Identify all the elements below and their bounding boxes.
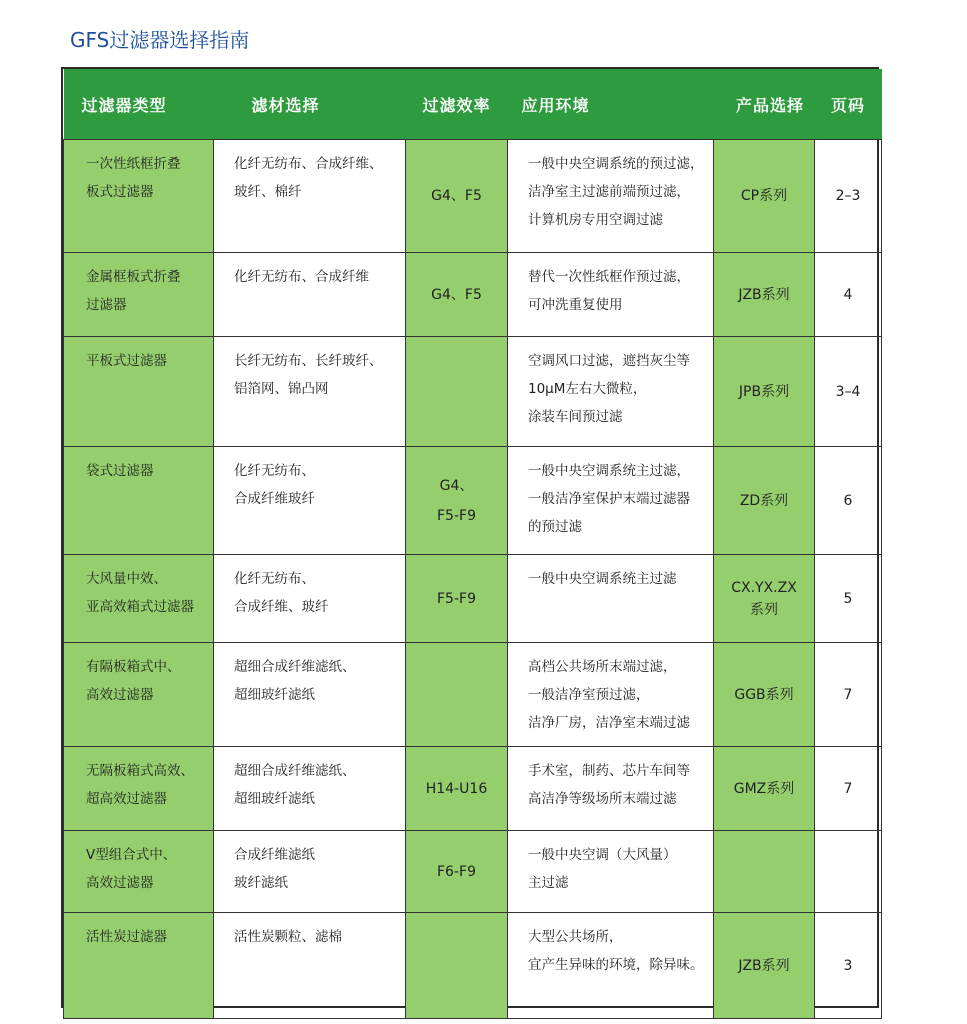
cell-product-line: JPB系列 — [738, 383, 790, 400]
cell-product-line: JZB系列 — [738, 286, 790, 303]
cell-efficiency-line: F5-F9 — [437, 590, 476, 607]
cell-material-line: 化纤无纺布、 — [234, 571, 315, 587]
cell-environment-line: 主过滤 — [528, 875, 569, 891]
cell-product-line: GGB系列 — [734, 686, 794, 703]
cell-page-number: 2–3 — [815, 140, 882, 253]
cell-material-line: 超细合成纤维滤纸、 — [234, 763, 356, 779]
cell-product-line: 系列 — [750, 601, 778, 618]
cell-filter-type-line: 大风量中效、 — [86, 571, 167, 587]
cell-filter-type-line: 亚高效箱式过滤器 — [86, 599, 194, 615]
table-row — [64, 831, 882, 913]
table-row — [64, 140, 882, 253]
cell-page-number: 7 — [815, 747, 882, 831]
cell-filter-type-line: 平板式过滤器 — [86, 353, 167, 369]
cell-material — [214, 555, 406, 643]
cell-filter-type-line: 无隔板箱式高效、 — [86, 763, 194, 779]
page-title: GFS过滤器选择指南 — [70, 28, 250, 52]
cell-environment-line: 手术室，制药、芯片车间等 — [528, 763, 690, 779]
cell-environment — [508, 747, 714, 831]
cell-product — [714, 831, 815, 913]
cell-environment — [508, 643, 714, 747]
cell-environment-line: 一般中央空调系统的预过滤， — [528, 156, 704, 172]
cell-material-line: 合成纤维滤纸 — [234, 847, 315, 863]
cell-environment — [508, 140, 714, 253]
cell-filter-type — [64, 253, 214, 337]
cell-environment — [508, 337, 714, 447]
cell-environment-line: 空调风口过滤，遮挡灰尘等 — [528, 353, 690, 369]
table-row — [64, 913, 882, 1019]
table-row — [64, 747, 882, 831]
cell-material — [214, 643, 406, 747]
cell-product — [714, 253, 815, 337]
cell-material-line: 合成纤维玻纤 — [234, 491, 315, 507]
cell-material-line: 合成纤维、玻纤 — [234, 599, 329, 615]
cell-efficiency-line: H14-U16 — [425, 780, 488, 797]
table-row — [64, 555, 882, 643]
table-row — [64, 253, 882, 337]
cell-environment-line: 宜产生异味的环境，除异味。 — [528, 957, 704, 973]
cell-filter-type-line: 袋式过滤器 — [86, 463, 154, 479]
cell-material-line: 玻纤滤纸 — [234, 875, 288, 891]
cell-material-line: 化纤无纺布、合成纤维 — [234, 269, 369, 285]
header-efficiency: 过滤效率 — [406, 69, 508, 140]
cell-product — [714, 747, 815, 831]
cell-filter-type-line: 活性炭过滤器 — [86, 929, 167, 945]
cell-efficiency — [406, 140, 508, 253]
cell-environment-line: 一般洁净室预过滤， — [528, 687, 650, 703]
cell-filter-type-line: 超高效过滤器 — [86, 791, 167, 807]
cell-efficiency — [406, 831, 508, 913]
cell-efficiency — [406, 747, 508, 831]
cell-page-number: 5 — [815, 555, 882, 643]
cell-product-line: JZB系列 — [738, 957, 790, 974]
cell-page-number: 4 — [815, 253, 882, 337]
cell-efficiency — [406, 253, 508, 337]
cell-efficiency-line: G4、F5 — [431, 188, 482, 204]
cell-material — [214, 253, 406, 337]
cell-product — [714, 447, 815, 555]
cell-material — [214, 831, 406, 913]
cell-filter-type-line: 有隔板箱式中、 — [86, 659, 181, 675]
table-row — [64, 337, 882, 447]
cell-environment — [508, 555, 714, 643]
cell-environment-line: 替代一次性纸框作预过滤， — [528, 269, 690, 285]
table-header-row — [64, 69, 882, 140]
cell-filter-type-line: 一次性纸框折叠 — [86, 156, 181, 172]
cell-efficiency — [406, 643, 508, 747]
cell-material — [214, 913, 406, 1019]
cell-filter-type — [64, 831, 214, 913]
cell-filter-type-line: 过滤器 — [86, 297, 127, 313]
cell-environment-line: 一般洁净室保护末端过滤器 — [528, 491, 690, 507]
header-page: 页码 — [815, 69, 882, 140]
cell-efficiency — [406, 913, 508, 1019]
cell-filter-type — [64, 447, 214, 555]
cell-material-line: 超细合成纤维滤纸、 — [234, 659, 356, 675]
cell-material-line: 化纤无纺布、 — [234, 463, 315, 479]
cell-filter-type — [64, 337, 214, 447]
cell-material — [214, 337, 406, 447]
cell-material-line: 化纤无纺布、合成纤维、 — [234, 156, 383, 172]
cell-material-line: 长纤无纺布、长纤玻纤、 — [234, 353, 383, 369]
cell-material — [214, 140, 406, 253]
cell-environment-line: 一般中央空调系统主过滤， — [528, 463, 690, 479]
cell-material-line: 活性炭颗粒、滤棉 — [234, 929, 342, 945]
cell-environment-line: 洁净室主过滤前端预过滤， — [528, 184, 690, 200]
cell-material — [214, 747, 406, 831]
cell-material — [214, 447, 406, 555]
cell-filter-type — [64, 555, 214, 643]
cell-environment — [508, 447, 714, 555]
cell-filter-type — [64, 913, 214, 1019]
cell-environment-line: 一般中央空调（大风量） — [528, 847, 677, 863]
cell-environment-line: 涂装车间预过滤 — [528, 409, 623, 425]
cell-page-number: 3 — [815, 913, 882, 1019]
table-row — [64, 447, 882, 555]
cell-efficiency — [406, 337, 508, 447]
cell-environment-line: 洁净厂房，洁净室末端过滤 — [528, 715, 690, 731]
cell-environment-line: 计算机房专用空调过滤 — [528, 212, 663, 228]
cell-filter-type-line: 金属框板式折叠 — [86, 269, 181, 285]
cell-page-number: 6 — [815, 447, 882, 555]
cell-environment-line: 10μM左右大微粒， — [528, 381, 647, 397]
cell-product — [714, 555, 815, 643]
cell-filter-type-line: 高效过滤器 — [86, 687, 154, 703]
cell-material-line: 超细玻纤滤纸 — [234, 791, 315, 807]
cell-product-line: ZD系列 — [739, 492, 789, 509]
cell-product — [714, 140, 815, 253]
cell-material-line: 玻纤、棉纤 — [234, 184, 302, 200]
cell-product-line: GMZ系列 — [733, 780, 795, 797]
cell-environment-line: 可冲洗重复使用 — [528, 297, 623, 313]
cell-filter-type-line: 板式过滤器 — [86, 184, 154, 200]
cell-efficiency — [406, 555, 508, 643]
header-product: 产品选择 — [714, 69, 815, 140]
cell-environment-line: 大型公共场所， — [528, 929, 623, 945]
cell-material-line: 超细玻纤滤纸 — [234, 687, 315, 703]
cell-environment-line: 的预过滤 — [528, 519, 582, 535]
cell-environment-line: 一般中央空调系统主过滤 — [528, 571, 677, 587]
cell-filter-type — [64, 747, 214, 831]
cell-product — [714, 913, 815, 1019]
cell-filter-type — [64, 140, 214, 253]
cell-environment-line: 高档公共场所末端过滤， — [528, 659, 677, 675]
cell-efficiency-line: G4、 — [439, 477, 474, 494]
cell-product — [714, 337, 815, 447]
cell-filter-type — [64, 643, 214, 747]
header-environment: 应用环境 — [508, 69, 714, 140]
cell-filter-type-line: 高效过滤器 — [86, 875, 154, 891]
cell-efficiency-line: F6-F9 — [437, 863, 476, 880]
cell-efficiency — [406, 447, 508, 555]
cell-product-line: CP系列 — [740, 188, 788, 204]
header-material: 滤材选择 — [214, 69, 406, 140]
table-row — [64, 643, 882, 747]
cell-material-line: 铝箔网、锦凸网 — [234, 381, 329, 397]
cell-filter-type-line: V型组合式中、 — [86, 847, 177, 863]
filter-selection-table — [61, 67, 879, 1008]
header-filter-type: 过滤器类型 — [64, 69, 214, 140]
cell-efficiency-line: G4、F5 — [431, 286, 482, 303]
cell-environment — [508, 913, 714, 1019]
cell-environment — [508, 253, 714, 337]
cell-environment-line: 高洁净等级场所末端过滤 — [528, 791, 677, 807]
cell-page-number — [815, 831, 882, 913]
cell-efficiency-line: F5-F9 — [437, 507, 476, 524]
cell-product — [714, 643, 815, 747]
cell-product-line: CX.YX.ZX — [731, 579, 797, 596]
cell-environment — [508, 831, 714, 913]
cell-page-number: 7 — [815, 643, 882, 747]
cell-page-number: 3–4 — [815, 337, 882, 447]
